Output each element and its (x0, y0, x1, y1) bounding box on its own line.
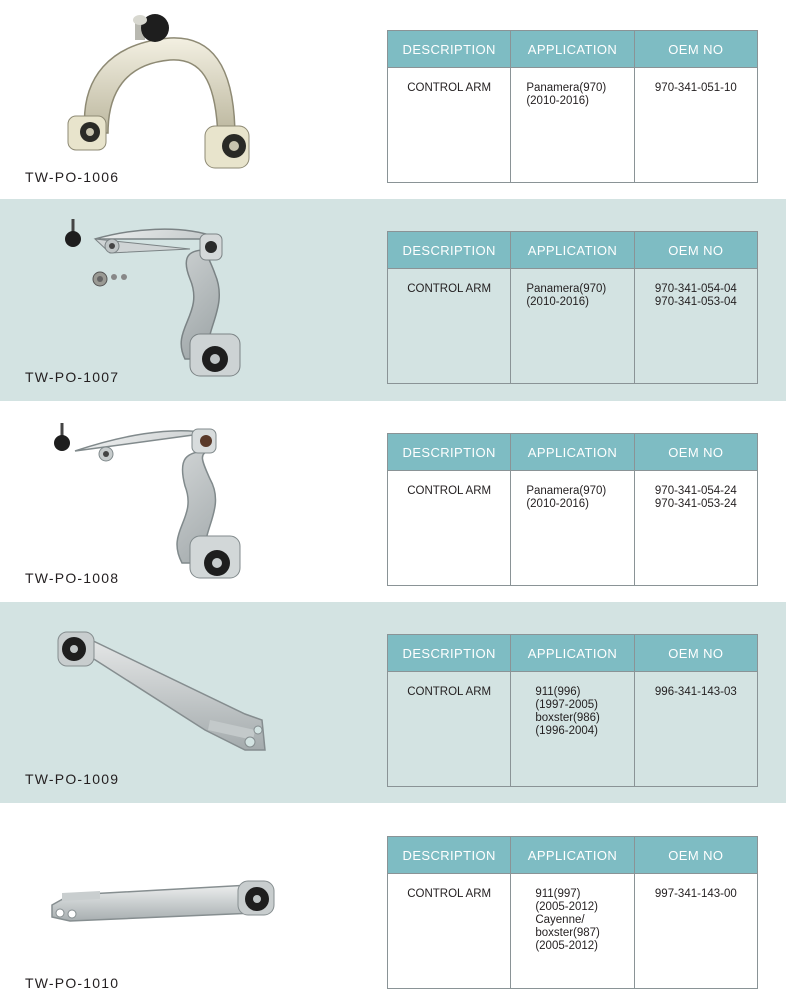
control-arm-illustration (40, 209, 290, 379)
spec-table (387, 433, 758, 586)
header-oem: OEM NO (634, 434, 757, 471)
header-oem: OEM NO (634, 31, 757, 68)
part-number: TW-PO-1010 (25, 975, 120, 991)
control-arm-image-1009 (40, 622, 290, 792)
oem-cell (634, 269, 757, 384)
application-line: (2010-2016) (526, 95, 589, 107)
application-line: (2005-2012) (535, 901, 598, 913)
oem-number: 970-341-054-04 (654, 283, 737, 295)
header-description: DESCRIPTION (388, 232, 511, 269)
application-line: (1996-2004) (535, 725, 598, 737)
application-line: (2010-2016) (526, 296, 589, 308)
application-cell (511, 68, 634, 183)
application-cell (511, 269, 634, 384)
application-line: Panamera(970) (526, 82, 607, 94)
application-line: Panamera(970) (526, 485, 607, 497)
oem-cell (634, 874, 757, 989)
oem-cell (634, 68, 757, 183)
spec-table (387, 836, 758, 989)
control-arm-illustration (40, 8, 290, 178)
spec-table (387, 231, 758, 384)
oem-number: 997-341-143-00 (654, 888, 737, 900)
control-arm-image-1008 (40, 411, 290, 581)
application-line: (1997-2005) (535, 699, 598, 711)
header-description: DESCRIPTION (388, 31, 511, 68)
oem-cell (634, 471, 757, 586)
application-line: boxster(986) (535, 712, 600, 724)
description-cell: CONTROL ARM (388, 672, 511, 787)
application-line: 911(996) (535, 686, 581, 698)
oem-cell (634, 672, 757, 787)
control-arm-image-1006 (40, 8, 290, 178)
header-oem: OEM NO (634, 232, 757, 269)
product-section-1008 (0, 401, 786, 602)
product-section-1010 (0, 803, 786, 1002)
header-description: DESCRIPTION (388, 837, 511, 874)
oem-number: 970-341-053-24 (654, 498, 737, 510)
spec-table (387, 634, 758, 787)
oem-number: 970-341-054-24 (654, 485, 737, 497)
spec-table (387, 30, 758, 183)
oem-number: 970-341-053-04 (654, 296, 737, 308)
header-application: APPLICATION (511, 31, 634, 68)
application-line: (2010-2016) (526, 498, 589, 510)
part-number: TW-PO-1007 (25, 369, 120, 385)
application-line: (2005-2012) (535, 940, 598, 952)
description-cell: CONTROL ARM (388, 269, 511, 384)
header-application: APPLICATION (511, 434, 634, 471)
control-arm-illustration (40, 622, 290, 792)
header-application: APPLICATION (511, 635, 634, 672)
application-cell (511, 471, 634, 586)
oem-number: 996-341-143-03 (654, 686, 737, 698)
control-arm-illustration (40, 411, 290, 581)
header-oem: OEM NO (634, 837, 757, 874)
application-line: boxster(987) (535, 927, 600, 939)
header-application: APPLICATION (511, 232, 634, 269)
header-oem: OEM NO (634, 635, 757, 672)
application-cell (511, 672, 634, 787)
header-description: DESCRIPTION (388, 635, 511, 672)
header-application: APPLICATION (511, 837, 634, 874)
header-description: DESCRIPTION (388, 434, 511, 471)
application-line: Panamera(970) (526, 283, 607, 295)
application-line: Cayenne/ (535, 914, 585, 926)
application-line: 911(997) (535, 888, 581, 900)
description-cell: CONTROL ARM (388, 68, 511, 183)
part-number: TW-PO-1009 (25, 771, 120, 787)
application-cell (511, 874, 634, 989)
description-cell: CONTROL ARM (388, 471, 511, 586)
control-arm-image-1007 (40, 209, 290, 379)
product-section-1009 (0, 602, 786, 803)
control-arm-image-1010 (40, 813, 290, 983)
product-section-1007 (0, 199, 786, 401)
description-cell: CONTROL ARM (388, 874, 511, 989)
part-number: TW-PO-1006 (25, 169, 120, 185)
oem-number: 970-341-051-10 (654, 82, 737, 94)
product-section-1006 (0, 0, 786, 199)
control-arm-illustration (40, 813, 290, 983)
part-number: TW-PO-1008 (25, 570, 120, 586)
